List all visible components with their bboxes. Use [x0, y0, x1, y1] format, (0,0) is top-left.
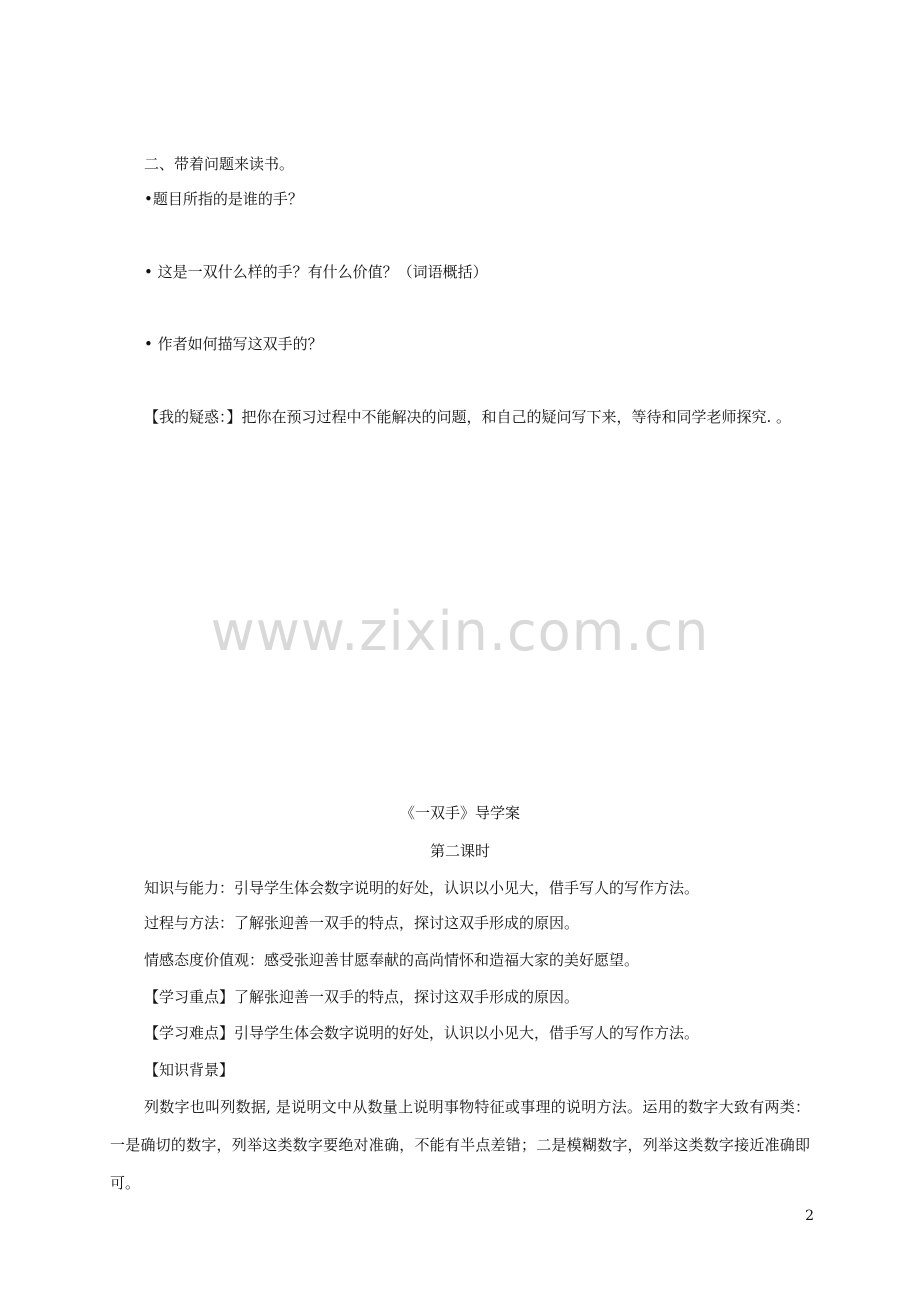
watermark: www.zixin.com.cn [210, 600, 710, 663]
question-1: •题目所指的是谁的手？ [144, 190, 303, 208]
key-point: 【学习重点】了解张迎善一双手的特点，探讨这双手形成的原因。 [144, 988, 580, 1006]
lesson-title: 《一双手》导学案 [399, 804, 520, 822]
lesson-period: 第二课时 [429, 842, 490, 860]
goal-process: 过程与方法：了解张迎善一双手的特点，探讨这双手形成的原因。 [144, 914, 580, 932]
goal-emotion: 情感态度价值观：感受张迎善甘愿奉献的高尚情怀和造福大家的美好愿望。 [144, 951, 640, 969]
difficulty: 【学习难点】引导学生体会数字说明的好处，认识以小见大，借手写人的写作方法。 [144, 1024, 700, 1042]
section-heading: 二、带着问题来读书。 [144, 155, 295, 173]
page-number: 2 [805, 1208, 814, 1224]
question-3: • 作者如何描写这双手的？ [144, 335, 323, 353]
doubts-paragraph: 【我的疑惑：】把你在预习过程中不能解决的问题，和自己的疑问写下来，等待和同学老师探究. 。 [144, 408, 792, 426]
question-2: • 这是一双什么样的手？有什么价值？（词语概括） [144, 263, 488, 281]
background-paragraph: 列数字也叫列数据, 是说明文中从数量上说明事物特征或事理的说明方法。运用的数字大致有两类：一是确切的数字，列举这类数字要绝对准确，不能有半点差错；二是模糊数字，列举这类数字接近准确即可。 [110, 1098, 810, 1192]
background-heading: 【知识背景】 [144, 1061, 235, 1079]
goal-knowledge: 知识与能力：引导学生体会数字说明的好处，认识以小见大，借手写人的写作方法。 [144, 879, 700, 897]
